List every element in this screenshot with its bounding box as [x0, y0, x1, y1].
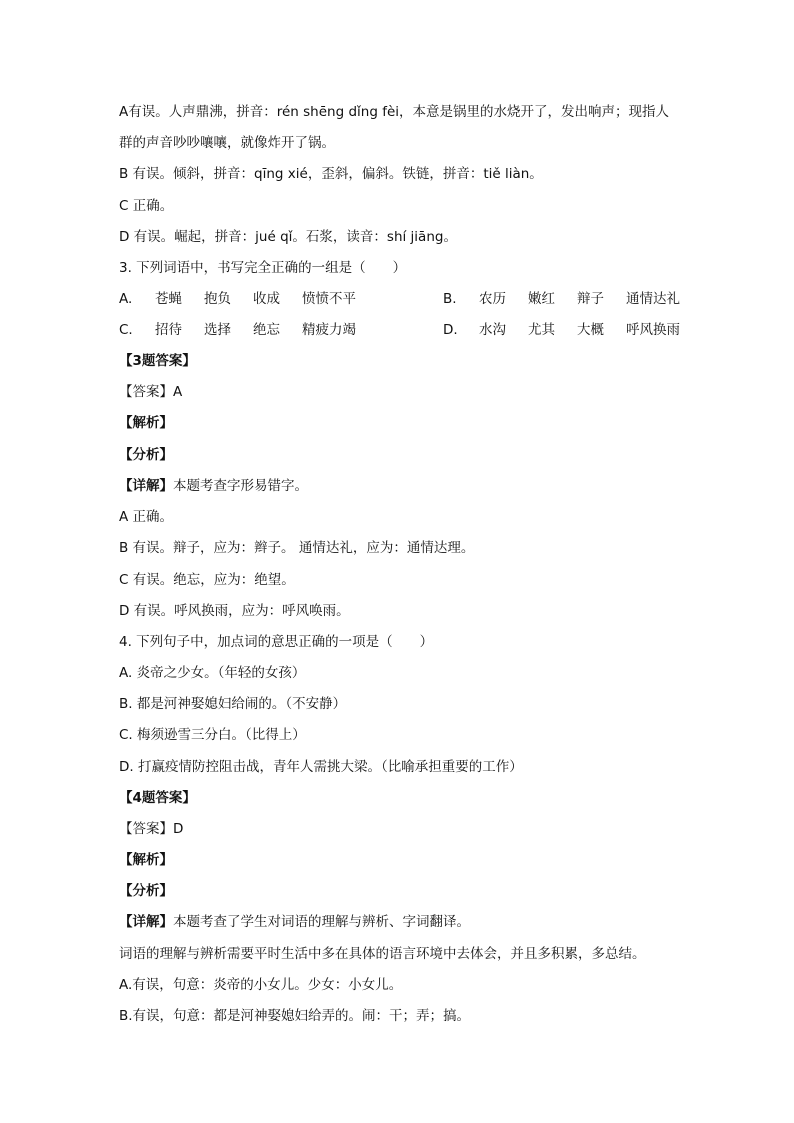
option-d: D. 打赢疫情防控阻击战，青年人需挑大梁。（比喻承担重要的工作） — [119, 759, 523, 775]
fenxi-label: 【分析】 — [119, 883, 173, 899]
answer-3: 【答案】A — [119, 384, 183, 400]
xiangjie-tag: 【详解】 — [119, 914, 173, 930]
jiexi-label: 【解析】 — [119, 415, 173, 431]
xiangjie-text: 本题考查字形易错字。 — [173, 478, 308, 494]
jiexi-label: 【解析】 — [119, 852, 173, 868]
text-line: 词语的理解与辨析需要平时生活中多在具体的语言环境中去体会，并且多积累，多总结。 — [119, 946, 646, 962]
option-d — [443, 320, 702, 340]
option-b: B. 都是河神娶媳妇给闹的。（不安静） — [119, 696, 347, 712]
text-line: B 有误。辩子，应为：辫子。 通情达礼，应为：通情达理。 — [119, 540, 475, 556]
option-word: 选择 — [204, 322, 231, 338]
option-letter: D. — [443, 322, 458, 338]
option-letter: B. — [443, 291, 457, 307]
option-c — [119, 320, 378, 340]
xiangjie-text: 本题考查了学生对词语的理解与辨析、字词翻译。 — [173, 914, 470, 930]
text-line: D 有误。呼风换雨，应为：呼风唤雨。 — [119, 603, 350, 619]
text-line: 群的声音吵吵嚷嚷，就像炸开了锅。 — [119, 135, 335, 151]
option-word: 大概 — [577, 322, 604, 338]
option-a: A. 炎帝之少女。（年轻的女孩） — [119, 665, 306, 681]
option-word: 苍蝇 — [155, 291, 182, 307]
option-letter: C. — [119, 322, 133, 338]
text-line: D 有误。崛起，拼音：jué qǐ。石浆，读音：shí jiāng。 — [119, 229, 457, 245]
text-line: A.有误，句意：炎帝的小女儿。少女：小女儿。 — [119, 977, 403, 993]
option-word: 招待 — [155, 322, 182, 338]
text-line: B 有误。倾斜，拼音：qīng xié，歪斜，偏斜。铁链，拼音：tiě liàn。 — [119, 166, 543, 182]
option-letter: A. — [119, 291, 133, 307]
option-word: 收成 — [253, 291, 280, 307]
text-line: C 正确。 — [119, 198, 174, 214]
text-line: C 有误。绝忘，应为：绝望。 — [119, 572, 295, 588]
text-line: A有误。人声鼎沸，拼音：rén shēng dǐng fèi，本意是锅里的水烧开了，发出响声；现指人 — [119, 104, 669, 120]
answer-header-4: 【4题答案】 — [119, 790, 196, 806]
text-line: B.有误，句意：都是河神娶媳妇给弄的。闹：干；弄；搞。 — [119, 1008, 471, 1024]
option-word: 农历 — [479, 291, 506, 307]
option-word: 水沟 — [479, 322, 506, 338]
xiangjie-4 — [119, 912, 470, 932]
option-word: 辩子 — [577, 291, 604, 307]
fenxi-label: 【分析】 — [119, 447, 173, 463]
option-word: 绝忘 — [253, 322, 280, 338]
option-word: 愤愤不平 — [302, 291, 356, 307]
answer-header-3: 【3题答案】 — [119, 353, 196, 369]
option-word: 嫩红 — [528, 291, 555, 307]
option-word: 通情达礼 — [626, 291, 680, 307]
option-c: C. 梅须逊雪三分白。（比得上） — [119, 727, 306, 743]
option-word: 抱负 — [204, 291, 231, 307]
option-a — [119, 289, 378, 309]
answer-4: 【答案】D — [119, 821, 184, 837]
question-3: 3. 下列词语中，书写完全正确的一组是（ ） — [119, 260, 407, 276]
question-4: 4. 下列句子中，加点词的意思正确的一项是（ ） — [119, 634, 434, 650]
text-line: A 正确。 — [119, 509, 174, 525]
xiangjie-tag: 【详解】 — [119, 478, 173, 494]
option-word: 尤其 — [528, 322, 555, 338]
option-word: 精疲力竭 — [302, 322, 356, 338]
option-word: 呼风换雨 — [626, 322, 680, 338]
xiangjie-3 — [119, 476, 308, 496]
option-b — [443, 289, 702, 309]
